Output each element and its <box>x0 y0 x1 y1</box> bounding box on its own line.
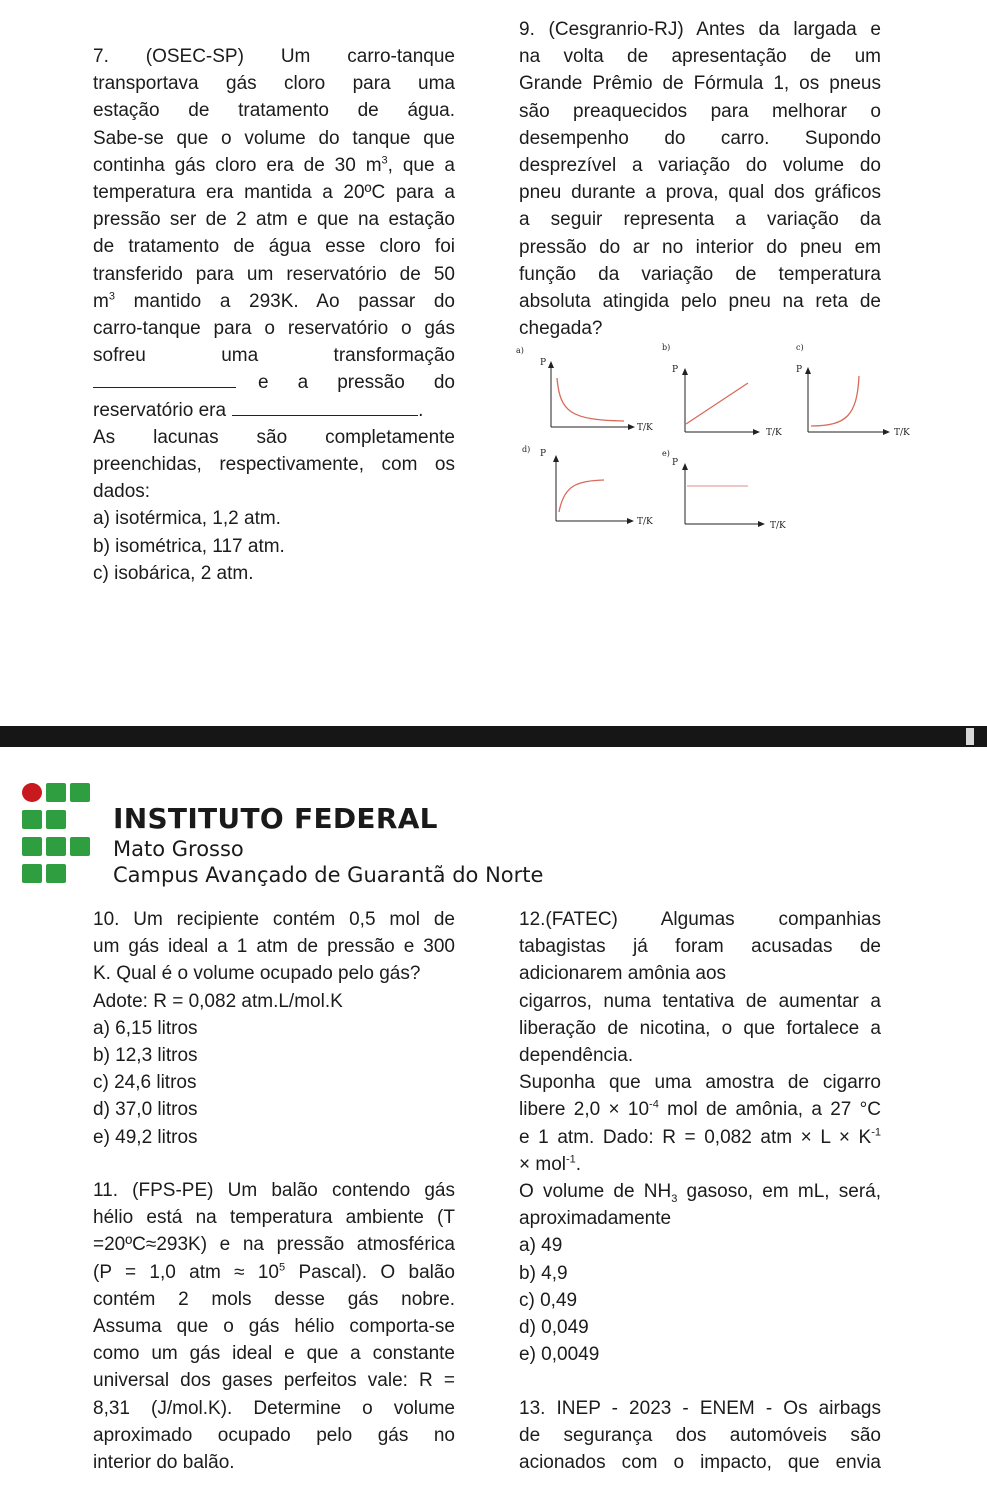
q7-line-end: . <box>418 399 424 421</box>
q7-line: continha gás cloro era de 30 $m^3$, que a <box>93 154 455 176</box>
graph-a-letter: a) <box>516 346 524 355</box>
q9-line: absoluta atingida pelo pneu na reta de <box>519 291 881 313</box>
q7-line: pressão ser de 2 atm e que na estação <box>93 209 455 231</box>
q9-line: desprezível a variação do volume do <box>519 155 881 177</box>
graph-a-xlabel: T/K <box>637 423 653 433</box>
question-11 <box>93 1177 455 1476</box>
q9-line: na volta de apresentação de um <box>519 46 881 68</box>
q10-option: c) 24,6 litros <box>93 1072 197 1094</box>
q9-line: Grande Prêmio de Fórmula 1, os pneus <box>519 73 881 95</box>
question-9 <box>519 16 881 342</box>
q11-line: aproximado ocupado pelo gás no <box>93 1424 455 1446</box>
q11-line: interior do balão. <box>93 1452 235 1474</box>
q7-line: sofreu uma transformação <box>93 345 455 367</box>
q7-line: transferido para um reservatório de 50 <box>93 263 455 285</box>
q7-line: de tratamento de água esse cloro foi <box>93 236 455 258</box>
answer-blank <box>232 397 418 416</box>
page-divider <box>0 726 987 747</box>
q12-line: dependência. <box>519 1045 634 1067</box>
q7-line: carro-tanque para o reservatório o gás <box>93 318 455 340</box>
institute-campus: Campus Avançado de Guarantã do Norte <box>113 863 544 887</box>
q10-option: e) 49,2 litros <box>93 1126 198 1148</box>
q7-line: 7. (OSEC-SP) Um carro-tanque <box>93 46 455 67</box>
q9-line: 9. (Cesgranrio-RJ) Antes da largada e <box>519 19 881 40</box>
q13-line: acionados com o impacto, que envia <box>519 1452 881 1474</box>
q12-line: liberação de nicotina, o que fortalece a <box>519 1017 881 1039</box>
graph-e-x-arrow <box>758 521 765 527</box>
q7-option: c) isobárica, 2 atm. <box>93 562 254 584</box>
q9-graphs <box>512 340 912 540</box>
graph-c-ylabel: P <box>796 365 803 375</box>
q12-line: 12.(FATEC) Algumas companhias <box>519 909 881 930</box>
q12-option: d) 0,049 <box>519 1317 589 1339</box>
q12-option: c) 0,49 <box>519 1289 578 1311</box>
graph-e-xlabel: T/K <box>770 521 786 531</box>
question-7 <box>93 43 455 587</box>
q12-line: Suponha que uma amostra de cigarro <box>519 1072 881 1094</box>
q9-line: pneu durante a prova, qual dos gráficos <box>519 182 881 204</box>
graph-e-ylabel: P <box>672 458 679 468</box>
q11-line: contém 2 mols desse gás nobre. <box>93 1288 455 1310</box>
q7-line: dados: <box>93 481 151 503</box>
q11-line: (P = 1,0 atm ≈ $10^5$ Pascal). O balão <box>93 1261 455 1283</box>
q12-option: b) 4,9 <box>519 1262 568 1284</box>
q7-line-blank-1 <box>93 369 455 396</box>
graph-c-letter: c) <box>796 343 804 352</box>
graph-b <box>662 343 782 438</box>
graph-c-x-arrow <box>883 429 890 435</box>
graph-d-xlabel: T/K <box>637 517 653 527</box>
graph-e <box>662 449 786 531</box>
q7-line: As lacunas são completamente <box>93 426 455 448</box>
institute-subtitle: Mato Grosso <box>113 837 244 861</box>
q12-line: × mol$^{-1}$. <box>519 1153 582 1175</box>
graph-b-ylabel: P <box>672 365 679 375</box>
q9-line: desempenho do carro. Supondo <box>519 127 881 149</box>
q10-option: a) 6,15 litros <box>93 1017 198 1039</box>
q10-option: b) 12,3 litros <box>93 1045 198 1067</box>
graph-c-y-arrow <box>805 367 811 374</box>
q7-line-blank-2 <box>93 397 455 424</box>
graph-b-curve <box>686 383 748 424</box>
graph-d <box>522 445 653 527</box>
q12-line: libere $2,0 \times 10^{-4}$ mol de amônia, a 27 °C <box>519 1099 881 1121</box>
q12-line: adicionarem amônia aos <box>519 963 727 985</box>
q10-option: d) 37,0 litros <box>93 1099 198 1121</box>
q11-line: universal dos gases perfeitos vale: R = <box>93 1370 455 1392</box>
graph-c <box>796 343 910 438</box>
q7-line: estação de tratamento de água. <box>93 100 455 122</box>
graph-a-ylabel: P <box>540 358 547 368</box>
q9-line: pressão do ar no interior do pneu em <box>519 236 881 258</box>
graph-b-letter: b) <box>662 343 671 352</box>
q11-line: 8,31 (J/mol.K). Determine o volume <box>93 1397 455 1419</box>
graph-a-curve <box>557 378 624 421</box>
q7-line: preenchidas, respectivamente, com os <box>93 454 455 476</box>
graph-a-y-arrow <box>548 361 554 368</box>
q9-line: são preaquecidos para melhorar o <box>519 100 881 122</box>
q7-line: transportava gás cloro para uma <box>93 73 455 95</box>
graph-d-y-arrow <box>553 455 559 462</box>
q10-line: Adote: R = 0,082 atm.L/mol.K <box>93 990 343 1012</box>
q12-line: cigarros, numa tentativa de aumentar a <box>519 990 881 1012</box>
q7-line: reservatório era <box>93 399 227 421</box>
graph-d-curve <box>559 480 604 512</box>
q7-option: b) isométrica, 117 atm. <box>93 535 285 557</box>
graph-b-xlabel: T/K <box>766 428 782 438</box>
graph-d-letter: d) <box>522 445 531 454</box>
q11-line: 11. (FPS-PE) Um balão contendo gás <box>93 1180 455 1201</box>
q7-line: e a pressão do <box>258 372 455 394</box>
q11-line: como um gás ideal e que a constante <box>93 1343 455 1365</box>
question-13 <box>519 1395 881 1477</box>
graph-e-y-arrow <box>682 463 688 470</box>
q11-line: hélio está na temperatura ambiente (T <box>93 1207 455 1229</box>
graph-d-x-arrow <box>627 518 634 524</box>
q13-line: de segurança dos automóveis são <box>519 1425 881 1447</box>
scroll-mark <box>966 728 974 745</box>
question-12 <box>519 906 881 1368</box>
q11-line: Assuma que o gás hélio comporta-se <box>93 1316 455 1338</box>
q12-option: e) 0,0049 <box>519 1344 600 1366</box>
graph-e-letter: e) <box>662 449 670 458</box>
graph-c-xlabel: T/K <box>894 428 910 438</box>
q12-option: a) 49 <box>519 1235 563 1257</box>
graph-b-y-arrow <box>682 368 688 375</box>
q9-line: a seguir representa a variação da <box>519 209 881 231</box>
q10-line: 10. Um recipiente contém 0,5 mol de <box>93 909 455 930</box>
q12-line: O volume de $NH_3$ gasoso, em mL, será, <box>519 1181 881 1205</box>
answer-blank <box>93 369 236 388</box>
q12-line: tabagistas já foram acusadas de <box>519 936 881 958</box>
q9-line: função da variação de temperatura <box>519 263 881 285</box>
q10-line: K. Qual é o volume ocupado pelo gás? <box>93 963 421 985</box>
page-gap <box>0 585 987 725</box>
q7-option: a) isotérmica, 1,2 atm. <box>93 508 281 530</box>
graph-d-ylabel: P <box>540 449 547 459</box>
q7-line: Sabe-se que o volume do tanque que <box>93 127 455 149</box>
graph-b-x-arrow <box>753 429 760 435</box>
q10-line: um gás ideal a 1 atm de pressão e 300 <box>93 936 455 958</box>
q12-line: e 1 atm. Dado: R = 0,082 atm × $L \times K^{-1}$ <box>519 1126 881 1148</box>
q7-line: temperatura era mantida a 20ºC para a <box>93 182 455 204</box>
q9-line: chegada? <box>519 318 603 340</box>
graph-c-curve <box>811 376 859 426</box>
q12-line: aproximadamente <box>519 1208 672 1230</box>
question-10 <box>93 906 455 1151</box>
q11-line: =20ºC≈293K) e na pressão atmosférica <box>93 1234 455 1256</box>
graph-a <box>516 346 653 433</box>
institute-title: INSTITUTO FEDERAL <box>113 802 438 835</box>
q7-line: $m^3$ mantido a 293K. Ao passar do <box>93 290 455 312</box>
q13-line: 13. INEP - 2023 - ENEM - Os airbags <box>519 1398 881 1419</box>
graph-a-x-arrow <box>628 424 635 430</box>
